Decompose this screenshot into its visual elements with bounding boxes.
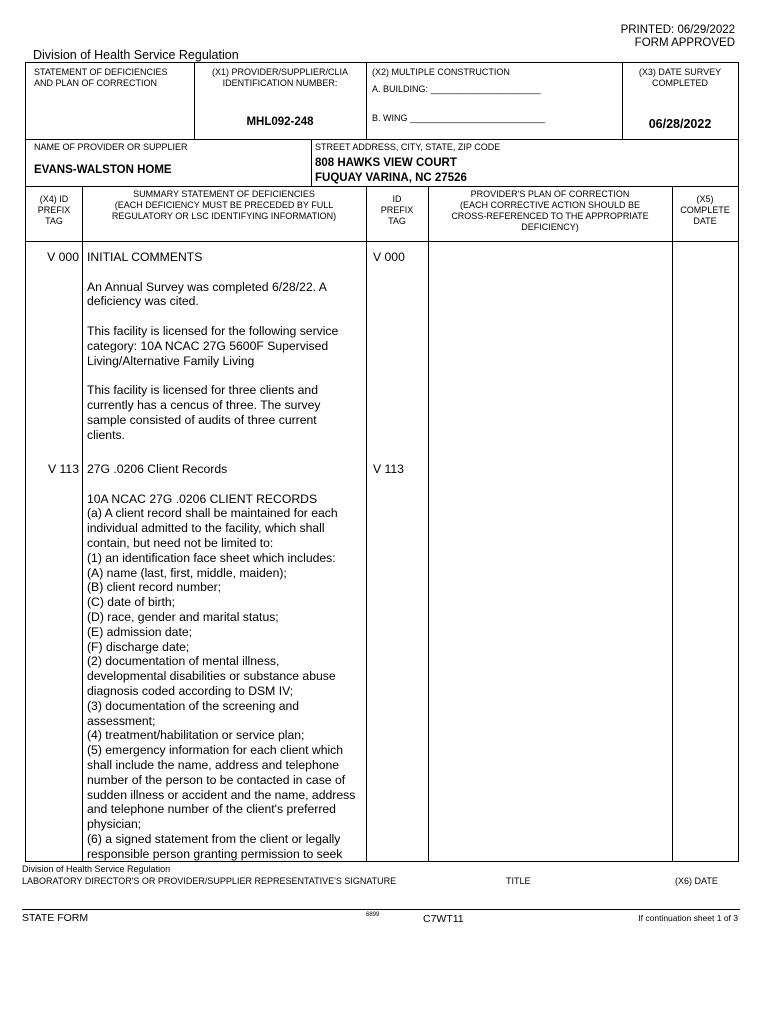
deficiency-line: (a) A client record shall be maintained for each bbox=[87, 506, 338, 521]
deficiency-line: category: 10A NCAC 27G 5600F Supervised bbox=[87, 338, 329, 353]
deficiency-line: individual admitted to the facility, which shall bbox=[87, 521, 325, 536]
column-divider bbox=[82, 186, 83, 862]
deficiency-line: assessment; bbox=[87, 713, 156, 728]
deficiency-line: 10A NCAC 27G .0206 CLIENT RECORDS bbox=[87, 491, 318, 506]
deficiency-line: sample consisted of audits of three current bbox=[87, 412, 317, 427]
deficiency-text bbox=[87, 250, 365, 442]
event-id: C7WT11 bbox=[423, 913, 464, 925]
deficiency-line: (B) client record number; bbox=[87, 580, 222, 595]
deficiency-line: (1) an identification face sheet which includes: bbox=[87, 550, 336, 565]
x1-label: (X1) PROVIDER/SUPPLIER/CLIA IDENTIFICATION NUMBER: bbox=[211, 67, 349, 88]
divider bbox=[26, 139, 738, 140]
division-title: Division of Health Service Regulation bbox=[33, 48, 239, 62]
deficiency-line: (A) name (last, first, middle, maiden); bbox=[87, 565, 287, 580]
x5-header: (X5) COMPLETE DATE bbox=[680, 194, 730, 226]
deficiency-line: Living/Alternative Family Living bbox=[87, 353, 255, 368]
deficiency-line: deficiency was cited. bbox=[87, 294, 199, 309]
divider bbox=[311, 139, 312, 186]
printed-header bbox=[621, 24, 735, 50]
form-frame bbox=[25, 62, 739, 862]
provider-name: EVANS-WALSTON HOME bbox=[34, 164, 172, 176]
deficiency-line: and telephone number of the client's preferred bbox=[87, 802, 336, 817]
deficiency-line: shall include the name, address and telephone bbox=[87, 757, 340, 772]
deficiency-line: This facility is licensed for three clients and bbox=[87, 383, 318, 398]
column-divider bbox=[428, 186, 429, 862]
id-tag: V 000 bbox=[373, 250, 405, 264]
prefix-tag: V 000 bbox=[47, 250, 79, 264]
deficiency-line: currently has a cencus of three. The survey bbox=[87, 397, 321, 412]
deficiency-line bbox=[87, 265, 365, 280]
deficiency-line: (E) admission date; bbox=[87, 624, 192, 639]
footer-division: Division of Health Service Regulation bbox=[22, 864, 171, 874]
prefix-tag: V 113 bbox=[48, 462, 79, 476]
deficiency-line: (2) documentation of mental illness, bbox=[87, 654, 280, 669]
deficiency-heading: 27G .0206 Client Records bbox=[87, 462, 228, 476]
provider-id: MHL092-248 bbox=[246, 116, 314, 128]
summary-header: SUMMARY STATEMENT OF DEFICIENCIES (EACH DEFICIENCY MUST BE PRECEDED BY FULL REGULATORY OR LSC IDENTIFYING INFORMATION) bbox=[111, 189, 337, 221]
deficiency-line: (3) documentation of the screening and bbox=[87, 698, 300, 713]
continuation-sheet: If continuation sheet 1 of 3 bbox=[638, 913, 738, 923]
deficiency-line: responsible person granting permission to seek bbox=[87, 846, 343, 861]
deficiency-line: (4) treatment/habilitation or service plan; bbox=[87, 728, 305, 743]
x2-label: (X2) MULTIPLE CONSTRUCTION bbox=[372, 67, 510, 77]
deficiency-text bbox=[87, 462, 367, 862]
form-number: 6899 bbox=[366, 912, 380, 918]
deficiency-line bbox=[87, 368, 365, 383]
deficiency-line: (F) discharge date; bbox=[87, 639, 190, 654]
deficiency-line: physician; bbox=[87, 817, 142, 832]
deficiency-heading: INITIAL COMMENTS bbox=[87, 250, 203, 264]
survey-date: 06/28/2022 bbox=[648, 117, 712, 131]
deficiency-line bbox=[87, 477, 367, 492]
deficiency-line bbox=[87, 309, 365, 324]
deficiency-line: developmental disabilities or substance abuse bbox=[87, 669, 336, 684]
address-line2: FUQUAY VARINA, NC 27526 bbox=[315, 172, 467, 184]
signature-label: LABORATORY DIRECTOR'S OR PROVIDER/SUPPLIER REPRESENTATIVE'S SIGNATURE bbox=[22, 876, 397, 886]
building-label: A. BUILDING: ______________________ bbox=[372, 84, 541, 94]
id-tag: V 113 bbox=[373, 462, 404, 476]
footer-rule bbox=[22, 909, 740, 910]
divider bbox=[366, 63, 367, 139]
deficiency-line: This facility is licensed for the following service bbox=[87, 323, 339, 338]
deficiency-line: clients. bbox=[87, 427, 125, 442]
address bbox=[315, 156, 467, 186]
deficiency-line: diagnosis coded according to DSM IV; bbox=[87, 683, 294, 698]
x4-header: (X4) ID PREFIX TAG bbox=[37, 194, 71, 226]
deficiency-line: An Annual Survey was completed 6/28/22. A bbox=[87, 279, 327, 294]
printed-date: PRINTED: 06/29/2022 bbox=[620, 24, 735, 36]
deficiency-line: contain, but need not be limited to: bbox=[87, 535, 274, 550]
deficiency-line: number of the person to be contacted in case of bbox=[87, 772, 346, 787]
id-header: ID PREFIX TAG bbox=[380, 194, 414, 226]
x3-label: (X3) DATE SURVEY COMPLETED bbox=[638, 67, 722, 88]
plan-header: PROVIDER'S PLAN OF CORRECTION (EACH CORRECTIVE ACTION SHOULD BE CROSS-REFERENCED TO THE APPROPRIATE DEFICIENCY) bbox=[451, 189, 649, 232]
address-label: STREET ADDRESS, CITY, STATE, ZIP CODE bbox=[315, 142, 501, 152]
state-form: STATE FORM bbox=[22, 912, 89, 924]
column-divider bbox=[672, 186, 673, 862]
deficiency-line: (6) a signed statement from the client or legally bbox=[87, 831, 341, 846]
deficiency-line: (D) race, gender and marital status; bbox=[87, 609, 279, 624]
deficiency-line: (C) date of birth; bbox=[87, 595, 176, 610]
deficiency-line: (5) emergency information for each client which bbox=[87, 743, 344, 758]
divider bbox=[26, 241, 738, 242]
address-line1: 808 HAWKS VIEW COURT bbox=[315, 157, 457, 169]
deficiency-line: sudden illness or accident and the name, address bbox=[87, 787, 356, 802]
date-label: (X6) DATE bbox=[675, 876, 718, 886]
provider-label: NAME OF PROVIDER OR SUPPLIER bbox=[34, 142, 188, 152]
wing-label: B. WING ___________________________ bbox=[372, 113, 546, 123]
form-approved: FORM APPROVED bbox=[634, 37, 735, 49]
statement-label: STATEMENT OF DEFICIENCIES AND PLAN OF CORRECTION bbox=[34, 67, 168, 88]
title-label: TITLE bbox=[506, 876, 531, 886]
divider bbox=[26, 186, 738, 187]
